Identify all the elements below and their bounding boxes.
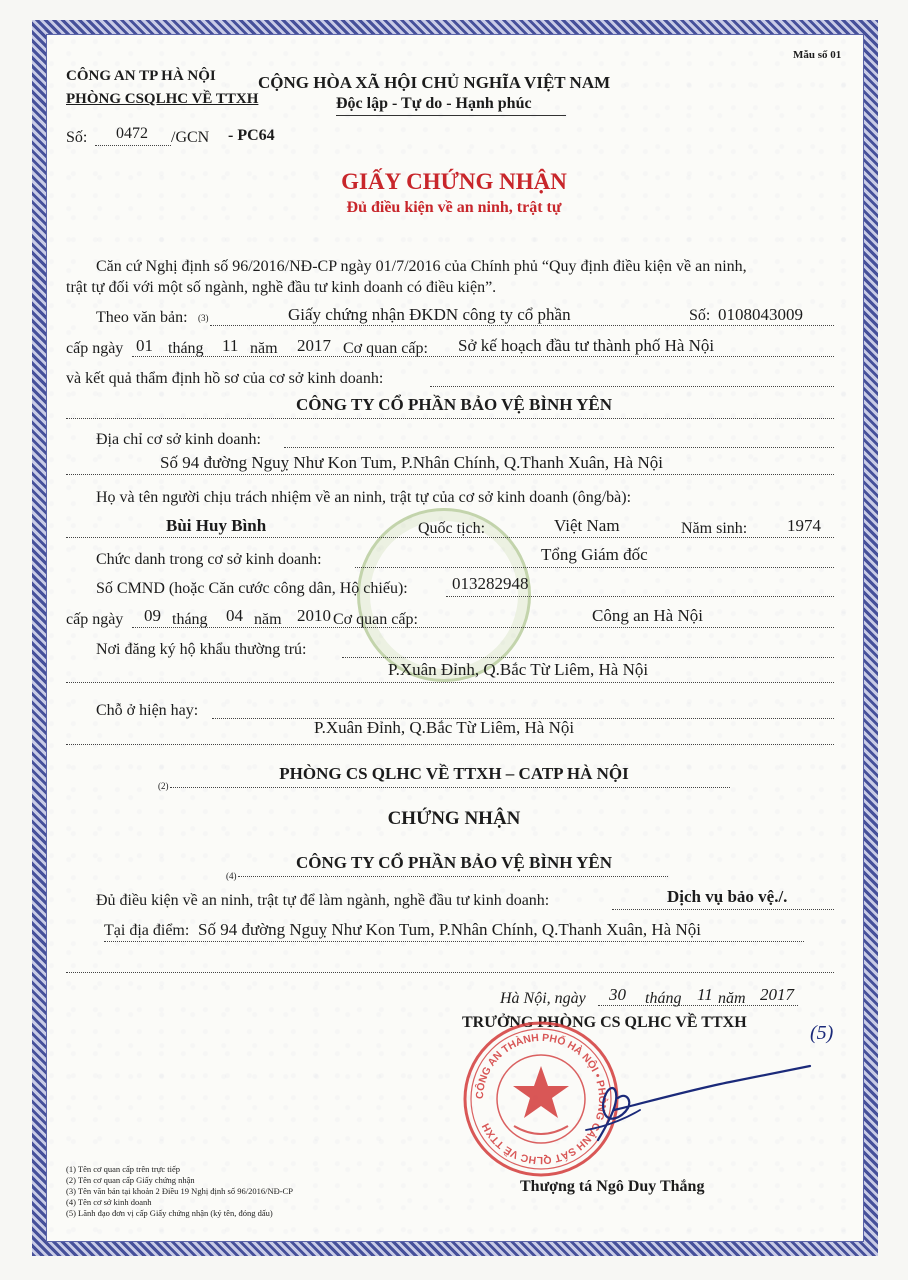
republic-name: CỘNG HÒA XÃ HỘI CHỦ NGHĨA VIỆT NAM [258,73,611,92]
result-line [430,386,834,387]
birth-year: 1974 [787,516,821,535]
id-date-label: cấp ngày [66,611,124,628]
nationality-value: Việt Nam [554,516,620,535]
business-line [612,909,834,910]
company-ref: (4) [226,871,237,881]
signer-title: TRƯỞNG PHÒNG CS QLHC VỀ TTXH [462,1014,747,1031]
certify-heading: CHỨNG NHẬN [387,808,521,829]
company-name: CÔNG TY CỔ PHẦN BẢO VỆ BÌNH YÊN [296,395,612,414]
residence-label: Nơi đăng ký hộ khẩu thường trú: [96,641,307,658]
certified-company-line [238,876,668,877]
id-month-label: tháng [172,611,208,628]
footnote-2: (2) Tên cơ quan cấp Giấy chứng nhận [66,1175,195,1185]
sign-day: 30 [609,985,626,1004]
doc-issuer-label: Cơ quan cấp: [343,340,428,357]
certificate-title: GIẤY CHỨNG NHẬN [341,169,567,194]
residence-value: P.Xuân Đỉnh, Q.Bắc Từ Liêm, Hà Nội [388,660,649,679]
location-label: Tại địa điểm: [104,922,190,939]
location-line [104,941,804,942]
id-year: 2010 [297,606,331,625]
location-value: Số 94 đường Nguỵ Như Kon Tum, P.Nhân Chính, Q.Thanh Xuân, Hà Nội [198,920,701,939]
company-line [66,418,834,419]
authority-ref: (2) [158,781,169,791]
name-line [66,537,834,538]
address-label-line [284,447,834,448]
doc-year-label: năm [250,340,278,357]
motto-underline [336,115,566,116]
doc-issuer: Sở kế hoạch đầu tư thành phố Hà Nội [458,336,715,355]
blank-line [66,972,834,973]
agency-name: PHÒNG CSQLHC VỀ TTXH [66,91,259,107]
birth-label: Năm sinh: [681,520,748,537]
id-day: 09 [144,606,161,625]
legal-basis-line1: Căn cứ Nghị định số 96/2016/NĐ-CP ngày 01/7/2016 của Chính phủ “Quy định điều kiện về an ninh, [96,258,747,275]
address-line [66,474,834,475]
doc-month-label: tháng [168,340,204,357]
id-year-label: năm [254,611,282,628]
address-label: Địa chỉ cơ sở kinh doanh: [96,431,261,448]
current-label: Chỗ ở hiện hay: [96,702,199,719]
id-issuer-label: Cơ quan cấp: [333,611,418,628]
number-label: Số: [66,129,88,146]
svg-text:CÔNG AN THÀNH PHỐ HÀ NỘI • PHÒ: CÔNG AN THÀNH PHỐ HÀ NỘI • PHÒNG CẢNH SÁT QLHC VỀ TTXH [473,1031,609,1167]
position-label: Chức danh trong cơ sở kinh doanh: [96,551,322,568]
sign-year: 2017 [760,985,794,1004]
sign-year-label: năm [718,990,746,1007]
footnote-4: (4) Tên cơ sở kinh doanh [66,1197,152,1207]
sign-month: 11 [697,985,713,1004]
nationality-label: Quốc tịch: [418,520,486,537]
person-name: Bùi Huy Bình [166,516,267,535]
id-issuer: Công an Hà Nội [592,606,703,625]
sign-month-label: tháng [645,990,682,1007]
id-date-line [132,627,834,628]
doc-value: Giấy chứng nhận ĐKDN công ty cổ phần [288,305,571,324]
business-label: Đủ điều kiện về an ninh, trật tự để làm ngành, nghề đầu tư kinh doanh: [96,892,550,909]
authority-line [170,787,730,788]
person-intro: Họ và tên người chịu trách nhiệm về an ninh, trật tự của cơ sở kinh doanh (ông/bà): [96,489,632,506]
issuing-authority: PHÒNG CS QLHC VỀ TTXH – CATP HÀ NỘI [279,764,629,783]
doc-month: 11 [222,336,239,355]
agency-parent: CÔNG AN TP HÀ NỘI [66,68,216,84]
doc-day: 01 [136,336,153,355]
doc-number-label: Số: [689,307,711,324]
id-month: 04 [226,606,243,625]
number-code: - PC64 [228,127,275,144]
residence-label-line [342,657,834,658]
legal-basis-line2: trật tự đối với một số ngành, nghề đầu tư kinh doanh có điều kiện”. [66,279,497,296]
residence-line [66,682,834,683]
current-line [66,744,834,745]
position-line [355,567,834,568]
certificate-subtitle: Đủ điều kiện về an ninh, trật tự [346,199,562,216]
current-value: P.Xuân Đỉnh, Q.Bắc Từ Liêm, Hà Nội [314,718,575,737]
id-label: Số CMND (hoặc Căn cước công dân, Hộ chiếu): [96,580,408,597]
certified-company: CÔNG TY CỔ PHẦN BẢO VỆ BÌNH YÊN [296,853,612,872]
position-value: Tổng Giám đốc [541,545,648,564]
doc-number-value: 0108043009 [718,305,803,324]
footnote-3: (3) Tên văn bản tại khoản 2 Điều 19 Nghị định số 96/2016/NĐ-CP [66,1186,293,1196]
handwritten-signature-icon [570,1060,820,1150]
doc-date-label: cấp ngày [66,340,124,357]
number-suffix: /GCN [171,129,210,146]
signer-name: Thượng tá Ngô Duy Thắng [520,1178,705,1195]
form-number: Mẫu số 01 [793,49,842,61]
doc-year: 2017 [297,336,331,355]
sign-place-label: Hà Nội, ngày [500,990,586,1007]
motto: Độc lập - Tự do - Hạnh phúc [336,95,532,112]
doc-ref: (3) [198,313,209,323]
id-value: 013282948 [452,574,529,593]
company-address: Số 94 đường Nguỵ Như Kon Tum, P.Nhân Chính, Q.Thanh Xuân, Hà Nội [160,453,663,472]
footnote-1: (1) Tên cơ quan cấp trên trực tiếp [66,1164,180,1174]
doc-date-line [132,356,834,357]
signer-title-ref: (5) [810,1022,834,1044]
number-line [95,145,171,146]
business-value: Dịch vụ bảo vệ./. [667,887,788,906]
number-value: 0472 [116,125,148,142]
result-label: và kết quả thẩm định hồ sơ của cơ sở kinh doanh: [66,370,384,387]
sign-date-line [598,1005,798,1006]
footnote-5: (5) Lãnh đạo đơn vị cấp Giấy chứng nhận (ký tên, đóng dấu) [66,1208,273,1218]
doc-line [210,325,834,326]
doc-label: Theo văn bản: [96,309,188,326]
id-line [446,596,834,597]
